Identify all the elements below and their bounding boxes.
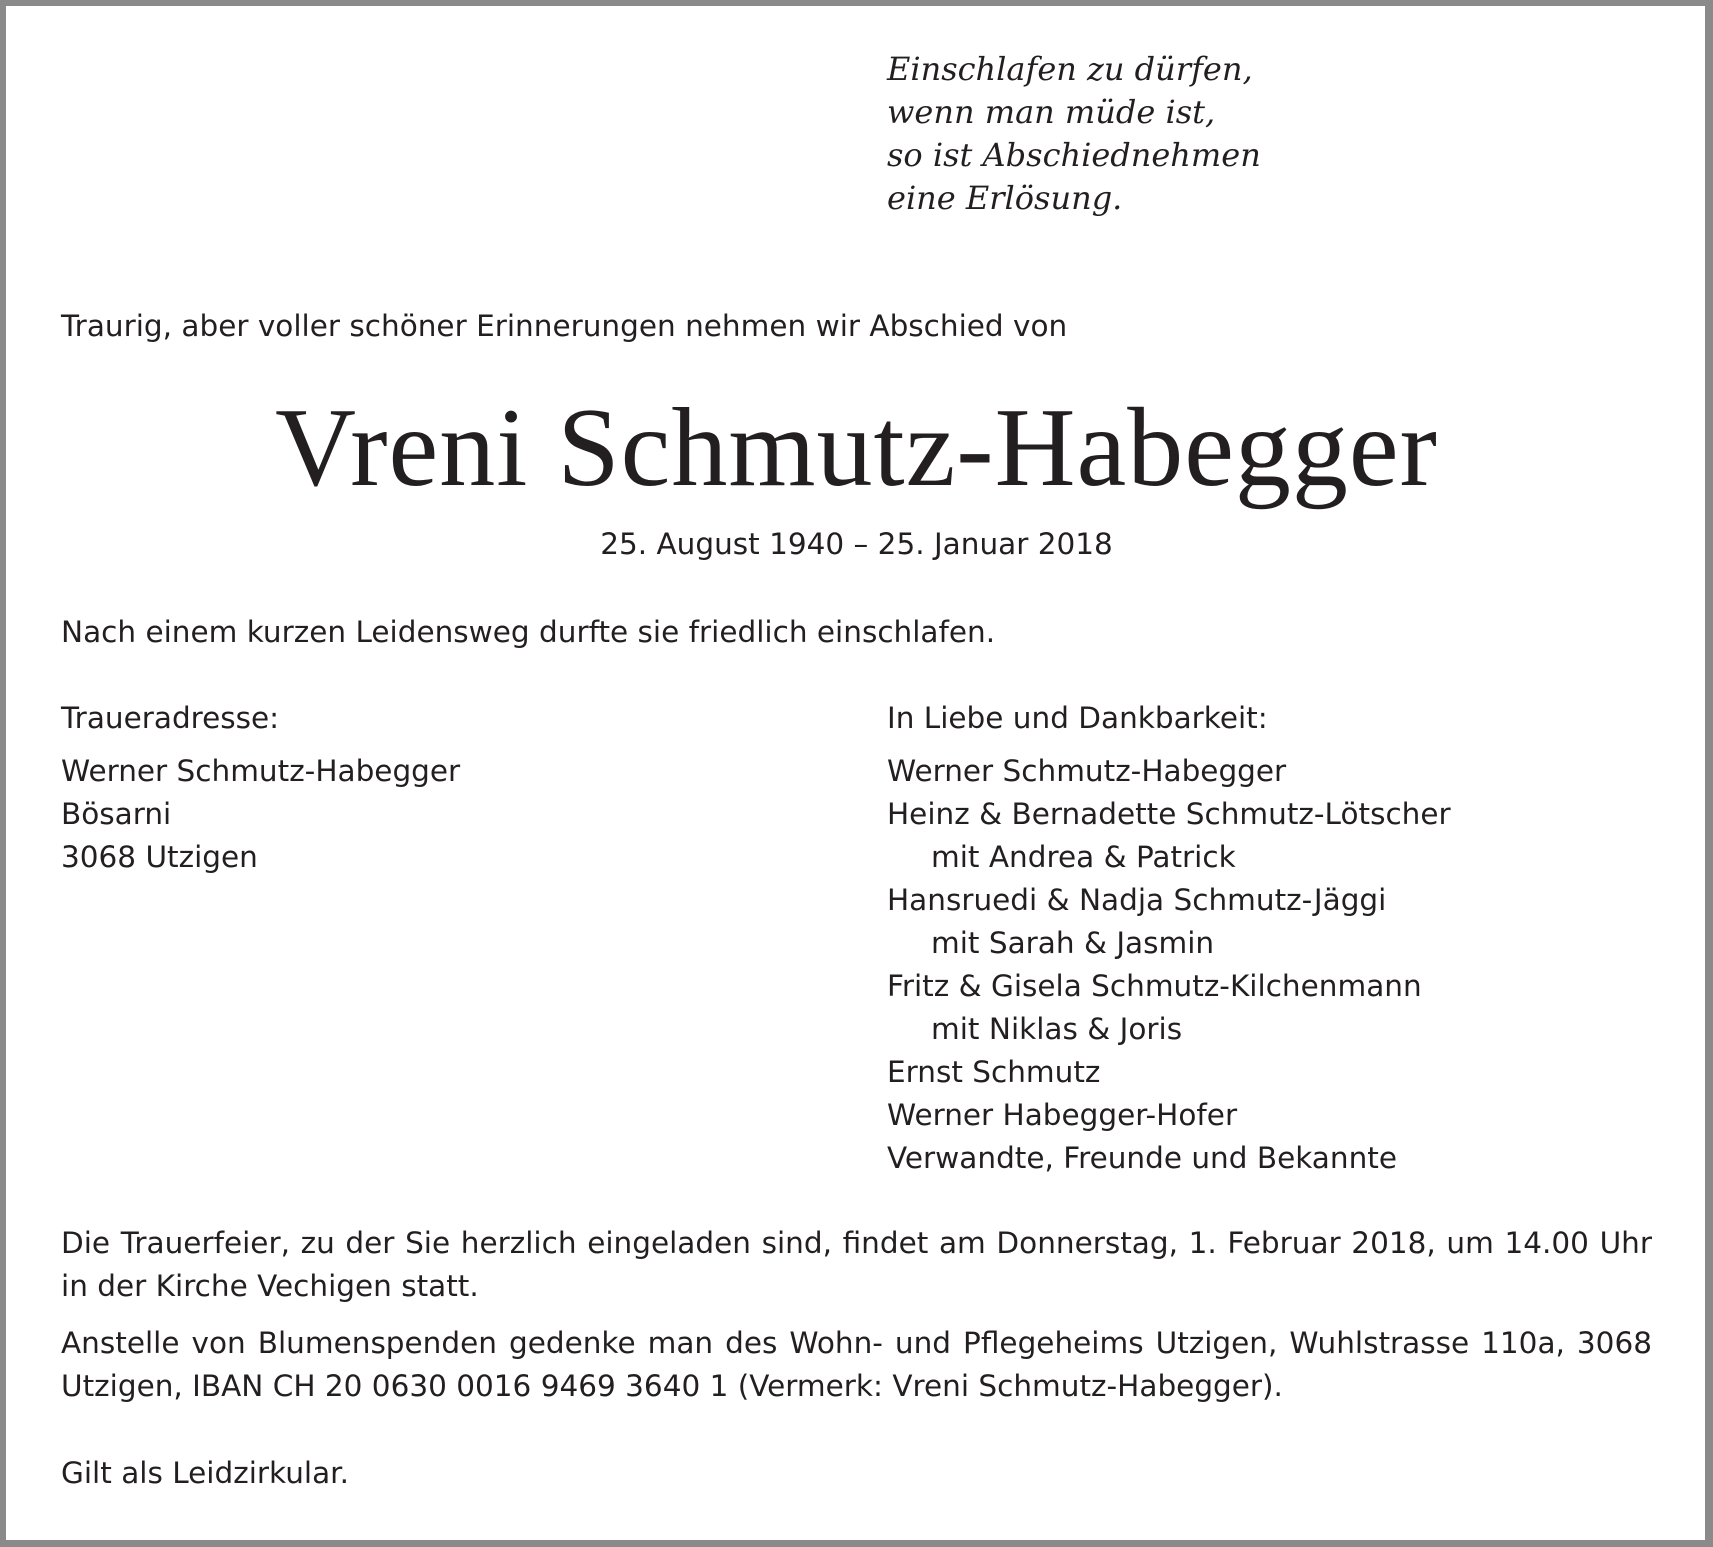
poem-line: so ist Abschiednehmen [887,136,1261,174]
family-member: Werner Schmutz-Habegger [887,754,1287,788]
passage-text: Nach einem kurzen Leidensweg durfte sie friedlich einschlafen. [61,615,996,649]
life-dates: 25. August 1940 – 25. Januar 2018 [600,527,1113,561]
poem-line: eine Erlösung. [887,179,1123,217]
family-member: Verwandte, Freunde und Bekannte [887,1141,1397,1175]
family-member: Ernst Schmutz [887,1055,1101,1089]
family-member: Hansruedi & Nadja Schmutz-Jäggi [887,883,1387,917]
address-label: Traueradresse: [61,701,280,735]
address-line: 3068 Utzigen [61,840,258,874]
family-member: Heinz & Bernadette Schmutz-Lötscher [887,797,1451,831]
deceased-name: Vreni Schmutz-Habegger [275,386,1438,510]
closing-text: Gilt als Leidzirkular. [61,1456,349,1490]
address-block [61,750,460,879]
poem-line: Einschlafen zu dürfen, [887,50,1253,88]
family-label: In Liebe und Dankbarkeit: [887,701,1268,735]
family-member-children: mit Andrea & Patrick [931,840,1236,874]
poem-line: wenn man müde ist, [887,93,1216,131]
service-paragraph: Die Trauerfeier, zu der Sie herzlich eingeladen sind, findet am Donnerstag, 1. Februar 2018, um 14.00 Uhr in der Kirche Vechigen statt. [61,1226,1652,1303]
donation-paragraph: Anstelle von Blumenspenden gedenke man des Wohn- und Pflegeheims Utzigen, Wuhlstrasse 110a, 3068 Utzigen, IBAN CH 20 0630 0016 9469 3640 1 (Vermerk: Vreni Schmutz-Habegger). [61,1326,1652,1403]
family-member-children: mit Sarah & Jasmin [931,926,1215,960]
family-member: Werner Habegger-Hofer [887,1098,1238,1132]
family-member: Fritz & Gisela Schmutz-Kilchenmann [887,969,1422,1003]
family-member-children: mit Niklas & Joris [931,1012,1183,1046]
address-line: Werner Schmutz-Habegger [61,754,461,788]
poem-block [887,48,1261,220]
address-line: Bösarni [61,797,172,831]
intro-text: Traurig, aber voller schöner Erinnerungen nehmen wir Abschied von [61,309,1068,343]
family-list [887,750,1451,1180]
